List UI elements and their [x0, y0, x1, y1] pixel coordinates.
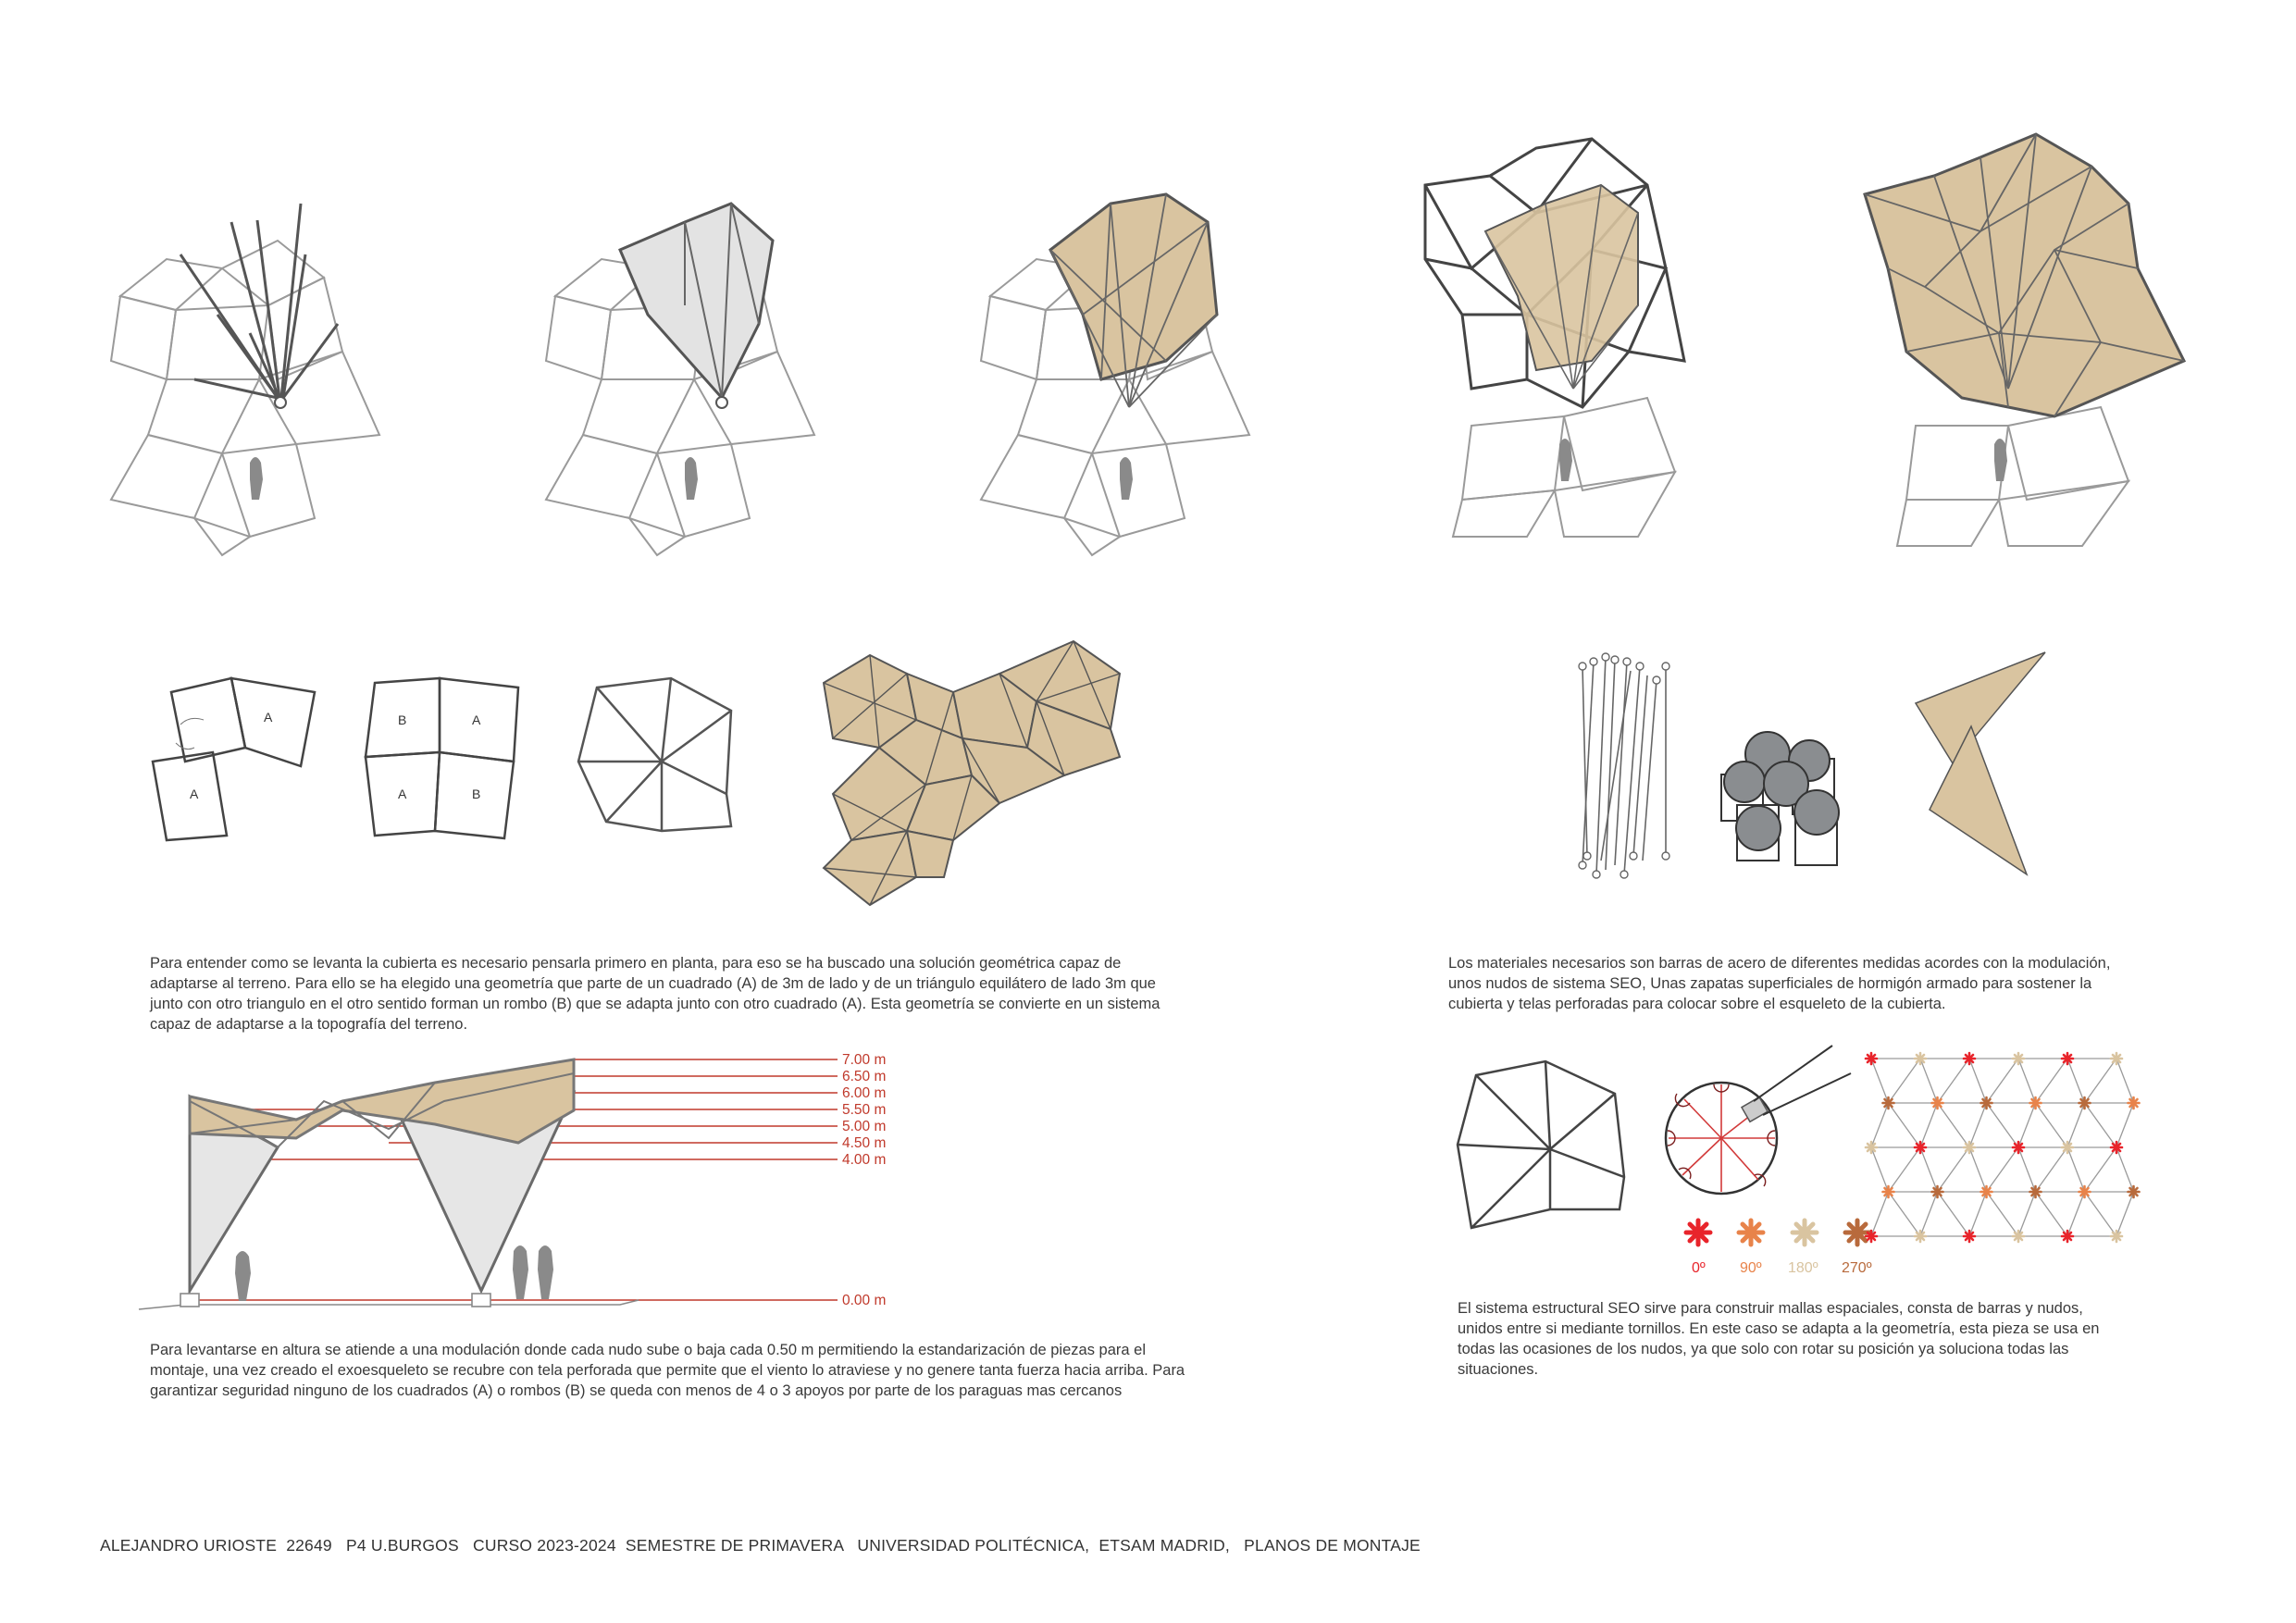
module-label: A — [190, 787, 199, 801]
mesh-node — [1866, 1053, 1877, 1064]
mesh-bar — [1889, 1147, 1921, 1192]
rotation-legend — [1675, 1212, 1888, 1286]
mesh-bar — [2116, 1192, 2134, 1236]
mesh-node — [1883, 1186, 1894, 1197]
mesh-node — [2013, 1142, 2024, 1153]
mesh-node — [2111, 1231, 2122, 1242]
rotation-label-90: 90º — [1740, 1260, 1762, 1276]
roof-fabric — [190, 1059, 574, 1143]
section-elevation — [139, 1046, 916, 1314]
mesh-bar — [2018, 1103, 2036, 1147]
mesh-bar — [1889, 1059, 1921, 1103]
mesh-bar — [1920, 1103, 1938, 1147]
mesh-bar — [1969, 1147, 1987, 1192]
mesh-node — [2013, 1053, 2024, 1064]
mesh-bar — [2036, 1192, 2068, 1236]
level-labels — [842, 1052, 886, 1308]
level-label-7.00: 7.00 m — [842, 1052, 887, 1068]
seo-description: El sistema estructural SEO sirve para construir mallas espaciales, consta de barras y nudos, unidos entre si mediante tornillos. En este caso se adapta a la geometría, esta pieza se usa en todas las ocasiones de los nudos, ya que solo con rotar su posición ya soluciona todas las situaciones. — [1458, 1300, 2100, 1378]
node-marker — [275, 397, 286, 408]
person-silhouette — [1120, 457, 1133, 500]
module-label: A — [398, 787, 407, 801]
mesh-node — [1964, 1053, 1975, 1064]
mesh-node — [2128, 1097, 2140, 1109]
mesh-bar — [1938, 1192, 1970, 1236]
mesh-node — [2030, 1097, 2042, 1109]
mesh-node — [2128, 1186, 2140, 1197]
fabric-cover — [1050, 194, 1217, 379]
fabric-cover — [1865, 134, 2184, 416]
mesh-node — [1932, 1097, 1943, 1109]
mesh-bar — [1969, 1059, 1987, 1103]
mesh-node — [1964, 1231, 1975, 1242]
mesh-bar — [1871, 1059, 1889, 1103]
module-triangulated — [569, 674, 745, 840]
mesh-node — [2062, 1231, 2073, 1242]
mesh-bar — [2067, 1147, 2085, 1192]
mesh-bar — [2116, 1103, 2134, 1147]
mesh-bar — [2018, 1147, 2036, 1192]
mesh-node — [1915, 1053, 1926, 1064]
floor-grid — [1897, 407, 2128, 546]
module-rhombus-pair — [356, 674, 532, 840]
assembly-step-5 — [1851, 130, 2184, 555]
person-silhouette — [250, 457, 263, 500]
steel-bars-bundle — [180, 204, 338, 398]
mesh-bar — [1889, 1103, 1921, 1147]
mesh-bar — [2018, 1059, 2036, 1103]
mesh-node — [1866, 1231, 1877, 1242]
mesh-node — [1981, 1097, 1992, 1109]
module-square-pair — [143, 674, 319, 840]
mesh-bar — [1920, 1147, 1938, 1192]
mesh-bar — [1871, 1192, 1889, 1236]
module-label: A — [264, 710, 273, 725]
mesh-bar — [2085, 1103, 2117, 1147]
rotation-label-0: 0º — [1692, 1260, 1706, 1276]
mesh-bar — [1987, 1059, 2019, 1103]
module-label: B — [398, 712, 407, 727]
mesh-bar — [2036, 1147, 2068, 1192]
mesh-bar — [1920, 1059, 1938, 1103]
mesh-bar — [1938, 1103, 1970, 1147]
concrete-footings — [1717, 736, 1855, 884]
seo-node-plan — [1458, 1057, 1624, 1242]
mesh-bar — [1889, 1192, 1921, 1236]
umbrella-frame — [620, 204, 773, 398]
geometry-description: Para entender como se levanta la cubierta es necesario pensarla primero en planta, para eso se ha buscado una solución geométrica capaz de adaptarse al terreno. Para ello se ha elegido una geometría que parte de un cuadrado (A) de 3m de lado y de un triángulo equilátero de lado 3m que junto con otro triangulo en el otro sentido forman un rombo (B) que se adapta junto con otro cuadrado (A). Esta geometría se convierte en un sistema capaz de adaptarse a la topografía del terreno. — [150, 955, 1160, 1033]
assembly-step-2 — [546, 167, 787, 564]
mesh-bar — [2116, 1059, 2134, 1103]
space-frame-mesh — [1860, 1047, 2138, 1279]
mesh-bar — [1920, 1192, 1938, 1236]
rotation-node-0 — [1686, 1220, 1710, 1245]
level-label-4.50: 4.50 m — [842, 1135, 887, 1151]
level-label-6.50: 6.50 m — [842, 1069, 887, 1084]
mesh-node — [2079, 1097, 2091, 1109]
mesh-node — [2030, 1186, 2042, 1197]
person-silhouette — [1559, 439, 1572, 481]
mesh-bar — [2067, 1103, 2085, 1147]
mesh-node — [1932, 1186, 1943, 1197]
level-label-4.00: 4.00 m — [842, 1152, 887, 1168]
mesh-node — [2079, 1186, 2091, 1197]
mesh-node — [2062, 1053, 2073, 1064]
assembly-step-1 — [111, 167, 352, 564]
mesh-node — [1981, 1186, 1992, 1197]
footer-credits: ALEJANDRO URIOSTE 22649 P4 U.BURGOS CURSO 2023-2024 SEMESTRE DE PRIMAVERA UNIVERSIDAD POLITÉCNICA, ETSAM MADRID, PLANOS DE MONTAJE — [100, 1536, 1421, 1555]
floor-grid — [111, 241, 379, 555]
module-label: B — [472, 787, 481, 801]
mesh-node — [1915, 1231, 1926, 1242]
mesh-bar — [2116, 1147, 2134, 1192]
module-label: A — [472, 712, 481, 727]
assembly-step-4 — [1416, 130, 1749, 546]
mesh-node — [2111, 1142, 2122, 1153]
fabric-cover — [1485, 185, 1638, 370]
level-label-5.50: 5.50 m — [842, 1102, 887, 1118]
mesh-bar — [2085, 1147, 2117, 1192]
ground — [139, 1294, 639, 1309]
person-silhouette — [685, 457, 698, 500]
mesh-bar — [1987, 1103, 2019, 1147]
level-label-6.00: 6.00 m — [842, 1085, 887, 1101]
mesh-bar — [1938, 1147, 1970, 1192]
mesh-bar — [2036, 1103, 2068, 1147]
rotation-label-180: 180º — [1788, 1260, 1818, 1276]
tessellation-pattern — [814, 637, 1129, 905]
mesh-bar — [1969, 1192, 1987, 1236]
materials-description: Los materiales necesarios son barras de acero de diferentes medidas acordes con la modulación, unos nudos de sistema SEO, Unas zapatas superficiales de hormigón armado para sostener la cubierta y telas perforadas para colocar sobre el esqueleto de la cubierta. — [1448, 955, 2111, 1012]
mesh-bar — [2085, 1192, 2117, 1236]
mesh-bar — [1987, 1147, 2019, 1192]
mesh-node — [1964, 1142, 1975, 1153]
mesh-node — [1915, 1142, 1926, 1153]
level-label-0.00: 0.00 m — [842, 1293, 887, 1308]
mesh-bar — [1969, 1103, 1987, 1147]
height-description: Para levantarse en altura se atiende a una modulación donde cada nudo sube o baja cada 0.50 m permitiendo la estandarización de piezas para el montaje, una vez creado el exoesqueleto se recubre con tela perforada que permite que el viento lo atraviese y no genere tanta fuerza hacia arriba. Para garantizar seguridad ninguno de los cuadrados (A) o rombos (B) se queda con menos de 4 o 3 apoyos por parte de los paraguas mas cercanos — [150, 1342, 1185, 1399]
mesh-node — [2111, 1053, 2122, 1064]
people-silhouettes — [235, 1245, 553, 1301]
rotation-node-90 — [1739, 1220, 1763, 1245]
mesh-node — [1866, 1142, 1877, 1153]
fabric-panels — [1916, 652, 2045, 884]
mesh-bar — [2018, 1192, 2036, 1236]
mesh-node — [1883, 1097, 1894, 1109]
mesh-node — [2062, 1142, 2073, 1153]
mesh-bar — [1871, 1103, 1889, 1147]
seo-node-detail — [1666, 1046, 1851, 1194]
mesh-bar — [2067, 1059, 2085, 1103]
node-marker — [716, 397, 727, 408]
rotation-node-180 — [1793, 1220, 1817, 1245]
level-label-5.00: 5.00 m — [842, 1119, 887, 1134]
mesh-bar — [1938, 1059, 1970, 1103]
mesh-bar — [2085, 1059, 2117, 1103]
assembly-step-3 — [981, 167, 1222, 564]
rotation-label-270: 270º — [1842, 1260, 1872, 1276]
steel-bars — [1573, 652, 1675, 884]
person-silhouette — [1994, 439, 2007, 481]
mesh-bar — [2067, 1192, 2085, 1236]
mesh-bar — [2036, 1059, 2068, 1103]
mesh-bar — [1987, 1192, 2019, 1236]
mesh-bar — [1871, 1147, 1889, 1192]
mesh-node — [2013, 1231, 2024, 1242]
